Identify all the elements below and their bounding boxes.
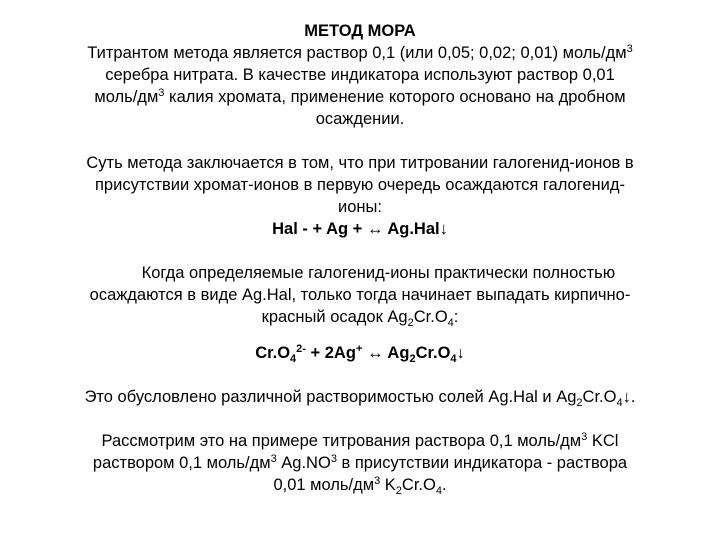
page-title: МЕТОД МОРА — [304, 22, 416, 40]
when-text: Cr.O — [413, 308, 448, 326]
example-text: Cr.O — [401, 476, 436, 494]
halide-equation: Hal - + Ag + ↔ Ag.Hal↓ — [272, 220, 448, 238]
superscript: 3 — [626, 43, 633, 55]
intro-text: моль/дм — [94, 88, 159, 106]
subscript: 2 — [409, 353, 416, 365]
subscript: 4 — [435, 485, 442, 497]
example-text: . — [441, 476, 447, 494]
essence-line-3: ионы: — [338, 198, 382, 216]
essence-line-2: присутствии хромат-ионов в первую очередь осаждаются галогенид- — [95, 176, 625, 194]
superscript: 3 — [374, 475, 381, 487]
example-text: Рассмотрим это на примере титрования раствора 0,1 моль/дм — [101, 432, 582, 450]
intro-text: калия хромата, применение которого основано на дробном — [164, 88, 626, 106]
when-line-2: осаждаются в виде Ag.Hal, только тогда начинает выпадать кирпично- — [89, 286, 631, 304]
subscript: 2 — [576, 397, 583, 409]
when-text: : — [453, 308, 459, 326]
when-text: красный осадок Ag — [261, 308, 408, 326]
example-paragraph — [52, 430, 668, 496]
reason-text: Cr.O — [582, 388, 617, 406]
superscript: 2- — [296, 343, 306, 355]
formula-part: Cr.O — [415, 344, 451, 362]
intro-line-1 — [52, 42, 668, 64]
reason-text: ↓. — [622, 388, 636, 406]
example-text: 0,01 моль/дм — [273, 476, 375, 494]
essence-paragraph — [52, 152, 668, 240]
intro-text: Титрантом метода является раствор 0,1 (или 0,05; 0,02; 0,01) моль/дм — [87, 44, 627, 62]
superscript: 3 — [270, 453, 277, 465]
example-text: в присутствии индикатора - раствора — [336, 454, 628, 472]
intro-line-3 — [52, 86, 668, 108]
subscript: 2 — [407, 317, 414, 329]
subscript: 2 — [395, 485, 402, 497]
formula-part: ↓ — [456, 344, 465, 362]
example-line-3 — [52, 474, 668, 496]
formula-part: Cr.O — [255, 344, 291, 362]
intro-paragraph — [52, 42, 668, 130]
when-paragraph — [52, 262, 668, 328]
superscript: + — [355, 343, 363, 355]
superscript: 3 — [330, 453, 337, 465]
chromate-reaction — [52, 342, 668, 364]
example-line-1 — [52, 430, 668, 452]
example-text: Ag.NO — [276, 454, 331, 472]
reason-text: Это обусловлено различной растворимостью солей Ag.Hal и Ag — [84, 388, 577, 406]
subscript: 4 — [290, 353, 297, 365]
intro-line-2: серебра нитрата. В качестве индикатора используют раствор 0,01 — [105, 66, 615, 84]
when-line-1 — [72, 262, 648, 284]
example-line-2 — [52, 452, 668, 474]
when-text: Когда определяемые галогенид-ионы практически полностью — [141, 264, 616, 282]
example-text: KCl — [587, 432, 619, 450]
superscript: 3 — [581, 431, 588, 443]
example-text: раствором 0,1 моль/дм — [92, 454, 271, 472]
reason-line — [52, 386, 668, 408]
subscript: 4 — [447, 317, 454, 329]
formula-part: + 2Ag — [305, 344, 356, 362]
example-text: K — [380, 476, 396, 494]
essence-line-1: Суть метода заключается в том, что при титровании галогенид-ионов в — [86, 154, 634, 172]
subscript: 4 — [450, 353, 457, 365]
superscript: 3 — [158, 87, 165, 99]
formula-part: ↔ Ag — [362, 344, 410, 362]
intro-line-4: осаждении. — [315, 110, 405, 128]
subscript: 4 — [616, 397, 623, 409]
when-line-3 — [72, 306, 648, 328]
